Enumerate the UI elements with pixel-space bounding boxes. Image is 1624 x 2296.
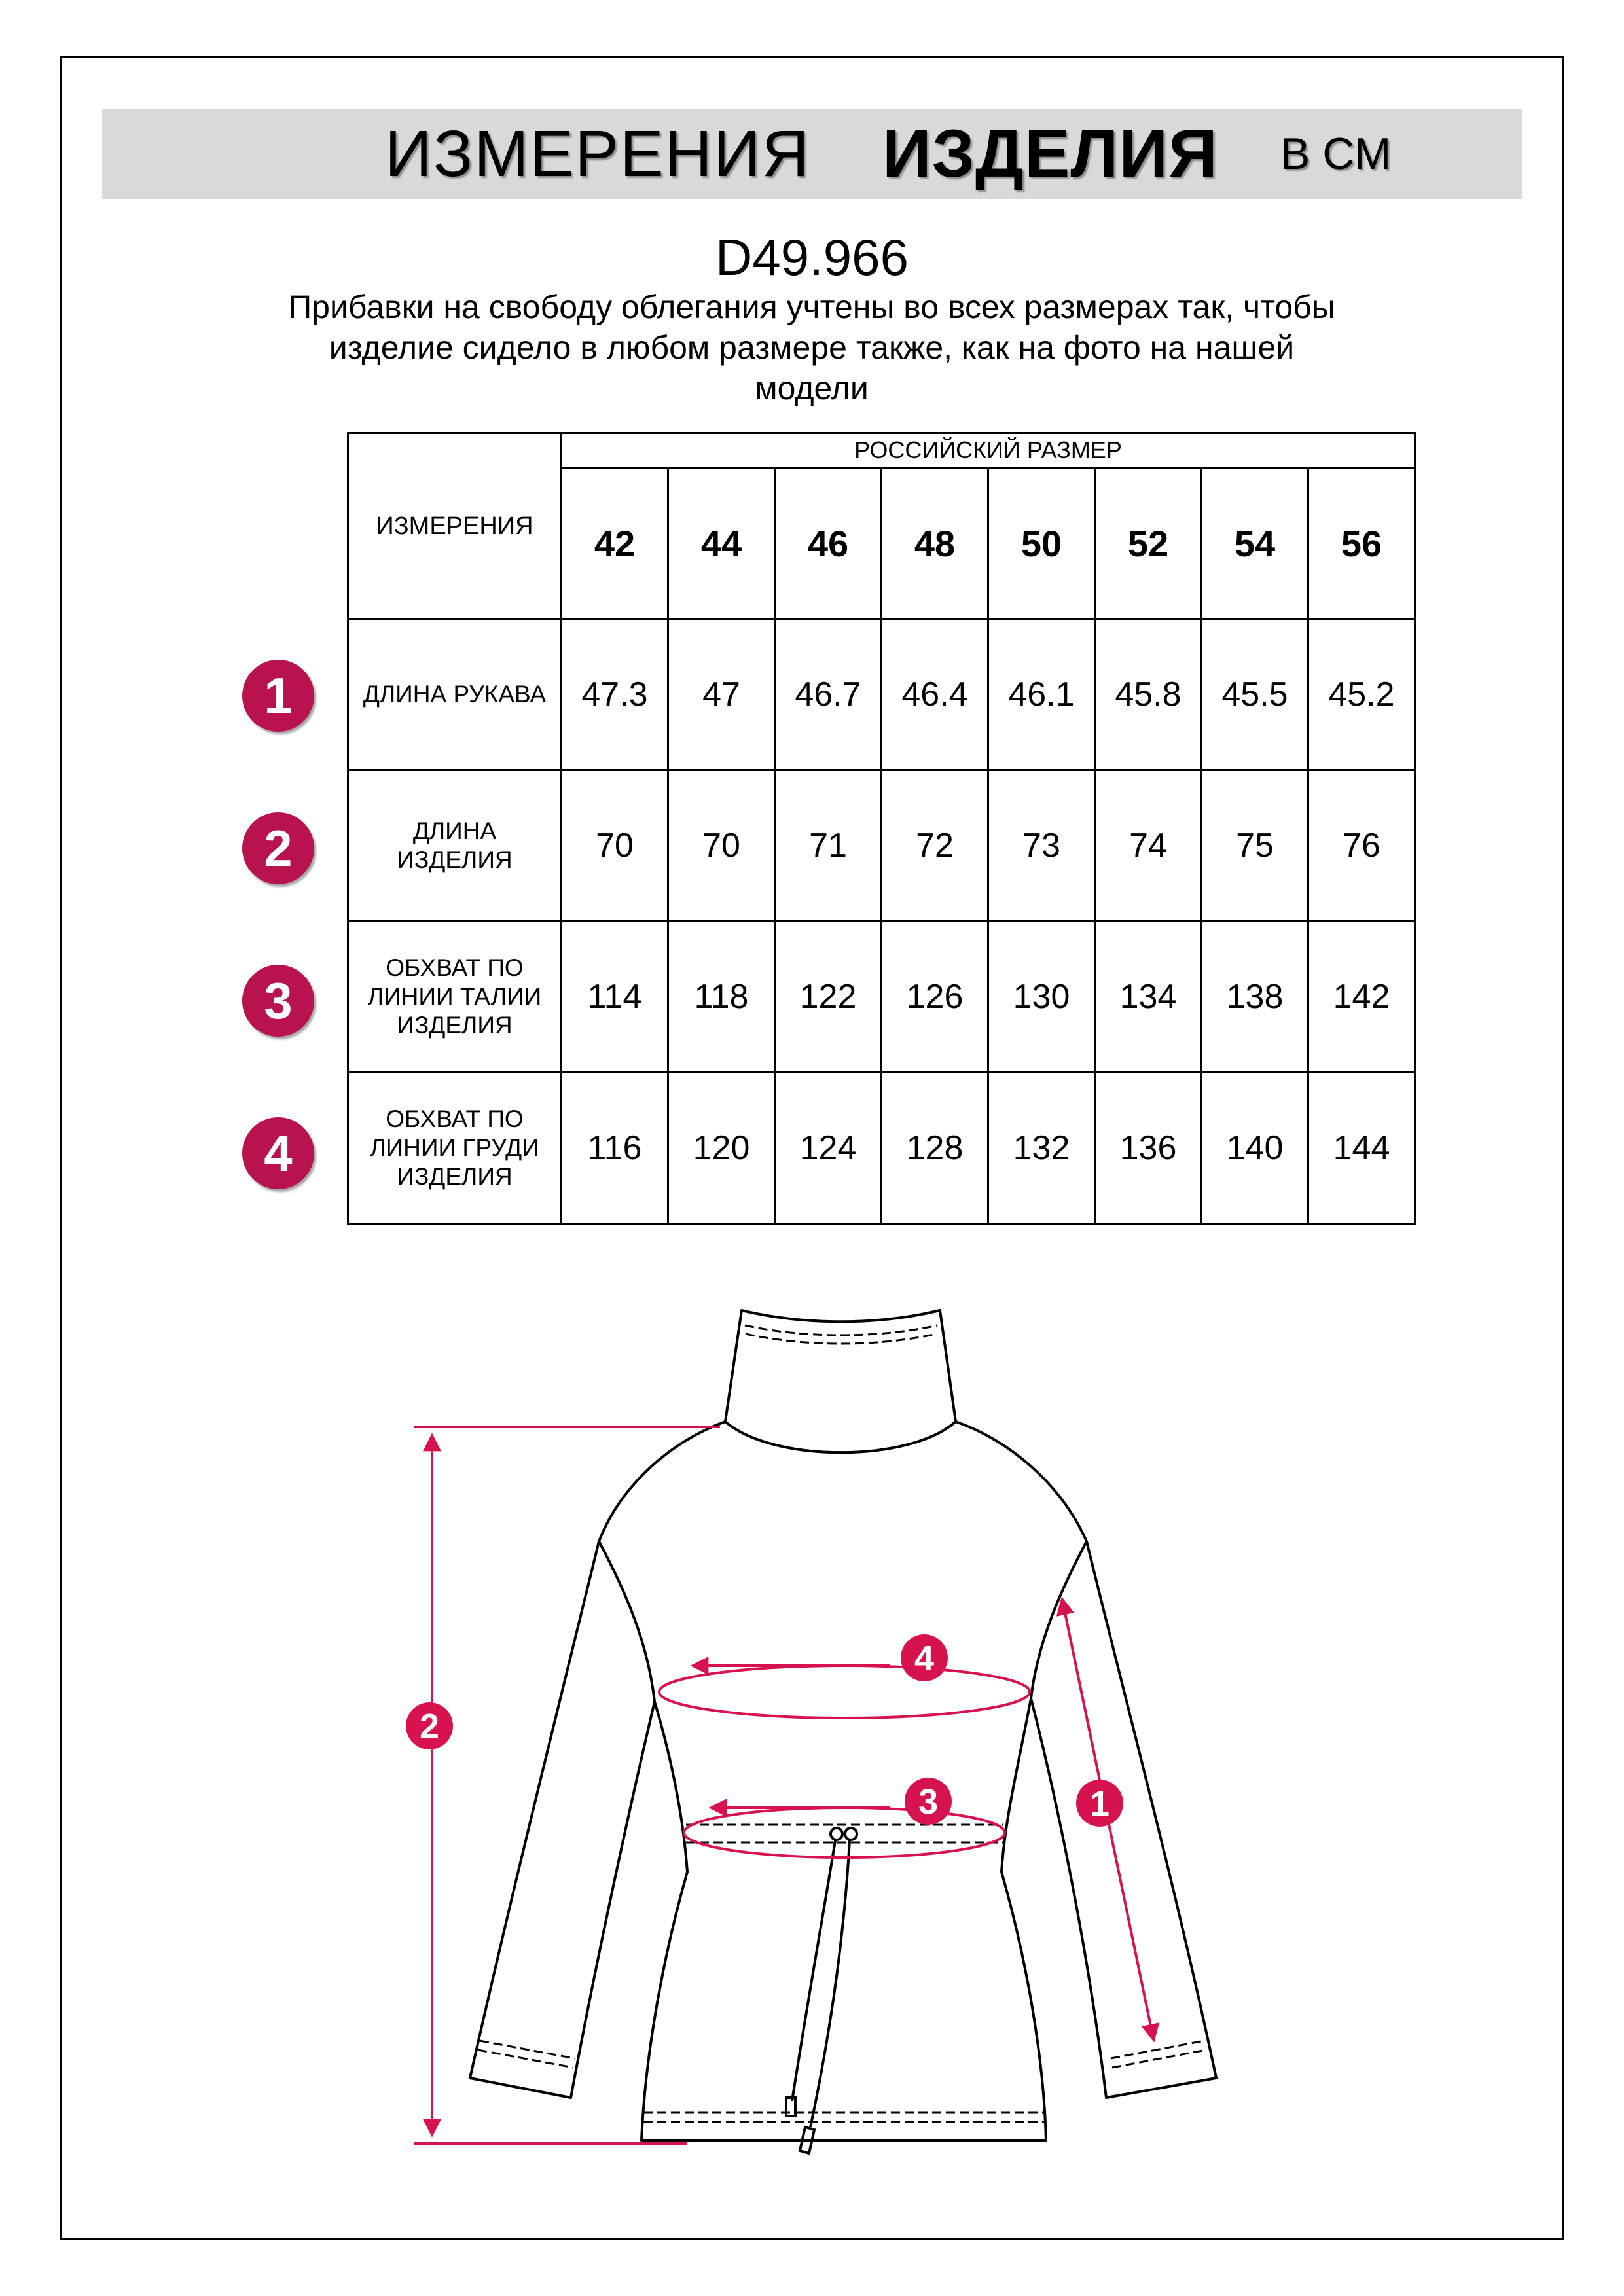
table-cell: 47.3	[562, 619, 668, 770]
table-cell: 128	[882, 1073, 988, 1224]
size-header-cell: 56	[1308, 468, 1415, 619]
collar-outline	[725, 1310, 956, 1452]
title-product: ИЗДЕЛИЯ	[882, 116, 1218, 192]
size-header-cell: 46	[775, 468, 882, 619]
row-label-product-length: ДЛИНА ИЗДЕЛИЯ	[348, 770, 562, 922]
table-cell: 46.7	[775, 619, 882, 770]
marker-2-label: 2	[419, 1707, 440, 1746]
garment-outline	[470, 1310, 1216, 2140]
table-cell: 75	[1202, 770, 1308, 922]
table-cell: 116	[562, 1073, 668, 1224]
fit-note-line: изделие сидело в любом размере также, как на фото на нашей	[329, 329, 1295, 366]
table-cell: 114	[562, 922, 668, 1073]
table-cell: 142	[1308, 922, 1415, 1073]
marker-4-label: 4	[914, 1639, 935, 1678]
table-cell: 138	[1202, 922, 1308, 1073]
table-cell: 134	[1095, 922, 1202, 1073]
size-header-cell: 52	[1095, 468, 1202, 619]
table-cell: 144	[1308, 1073, 1415, 1224]
marker-1-label: 1	[1089, 1784, 1110, 1823]
table-cell: 46.1	[988, 619, 1095, 770]
size-header-cell: 42	[562, 468, 668, 619]
table-cell: 74	[1095, 770, 1202, 922]
table-cell: 45.2	[1308, 619, 1415, 770]
table-cell: 45.5	[1202, 619, 1308, 770]
table-cell: 140	[1202, 1073, 1308, 1224]
table-cell: 70	[562, 770, 668, 922]
table-cell: 118	[668, 922, 775, 1073]
russian-size-header: РОССИЙСКИЙ РАЗМЕР	[562, 433, 1415, 468]
row-label-chest-girth: ОБХВАТ ПО ЛИНИИ ГРУДИ ИЗДЕЛИЯ	[348, 1073, 562, 1224]
table-cell: 72	[882, 770, 988, 922]
size-header-cell: 48	[882, 468, 988, 619]
table-cell: 70	[668, 770, 775, 922]
table-cell: 46.4	[882, 619, 988, 770]
table-cell: 130	[988, 922, 1095, 1073]
size-header-cell: 44	[668, 468, 775, 619]
row-badge-2: 2	[242, 812, 314, 884]
table-cell: 73	[988, 770, 1095, 922]
table-cell: 136	[1095, 1073, 1202, 1224]
table-cell: 122	[775, 922, 882, 1073]
fit-note-line: модели	[755, 370, 869, 406]
row-label-waist-girth: ОБХВАТ ПО ЛИНИИ ТАЛИИ ИЗДЕЛИЯ	[348, 922, 562, 1073]
table-cell: 76	[1308, 770, 1415, 922]
row-badge-3: 3	[242, 965, 314, 1037]
table-cell: 71	[775, 770, 882, 922]
row-label-sleeve-length: ДЛИНА РУКАВА	[348, 619, 562, 770]
row-badge-4: 4	[242, 1117, 314, 1189]
row-badge-1: 1	[242, 660, 314, 732]
table-cell: 126	[882, 922, 988, 1073]
table-cell: 47	[668, 619, 775, 770]
size-header-cell: 50	[988, 468, 1095, 619]
title-measurements: ИЗМЕРЕНИЯ	[385, 117, 810, 190]
marker-3-label: 3	[918, 1782, 939, 1821]
table-cell: 120	[668, 1073, 775, 1224]
table-cell: 124	[775, 1073, 882, 1224]
measurements-header: ИЗМЕРЕНИЯ	[348, 433, 562, 619]
fit-note-line: Прибавки на свободу облегания учтены во всех размерах так, чтобы	[288, 289, 1335, 325]
table-cell: 45.8	[1095, 619, 1202, 770]
size-header-cell: 54	[1202, 468, 1308, 619]
article-number: D49.966	[715, 228, 909, 286]
title-unit: В СМ	[1280, 129, 1392, 179]
table-cell: 132	[988, 1073, 1095, 1224]
